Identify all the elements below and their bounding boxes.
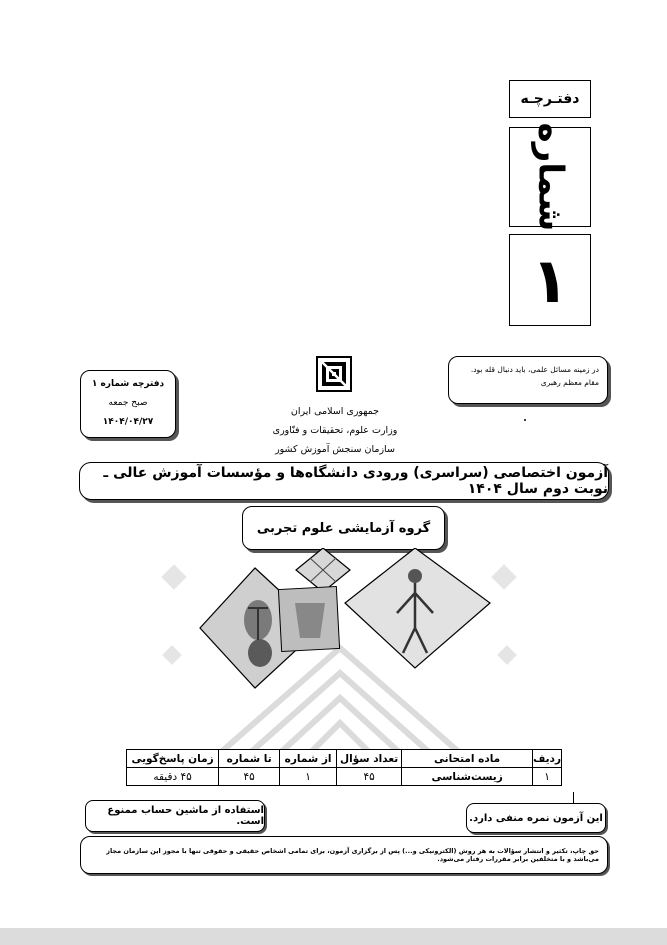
- calculator-notice: [85, 800, 265, 832]
- quote-text: در زمینه مسائل علمی، باید دنبال قله بود.: [470, 365, 599, 374]
- group-title: [242, 506, 445, 550]
- table-header: زمان پاسخ‌گویی: [127, 750, 219, 768]
- footer-bar: [0, 928, 667, 945]
- organization-logo: [316, 356, 352, 392]
- exam-table: [126, 749, 562, 786]
- table-header: تعداد سؤال: [337, 750, 402, 768]
- quote-box: [448, 356, 608, 404]
- table-cell: ۴۵ دقیقه: [127, 768, 219, 786]
- calculator-text: استفاده از ماشین حساب ممنوع است.: [107, 805, 264, 827]
- org-line-3: سازمان سنجش آموزش کشور: [275, 444, 395, 455]
- quote-author: مقام معظم رهبری: [540, 378, 599, 387]
- copyright-notice: [80, 836, 608, 874]
- biology-illustration: [160, 548, 520, 753]
- table-header: ماده امتحانی: [402, 750, 533, 768]
- exam-date: ۱۴۰۴/۰۴/۲۷: [102, 417, 154, 427]
- table-header: تا شماره: [219, 750, 280, 768]
- dna-diamond: [296, 548, 350, 592]
- booklet-label: [509, 80, 591, 118]
- number-word-text: شماره: [530, 122, 571, 232]
- number-label: [509, 122, 591, 232]
- table-header: از شماره: [280, 750, 337, 768]
- copyright-text: حق چاپ، تکثیر و انتشار سؤالات به هر روش (الکترونیکی و...) پس از برگزاری آزمون، برای تمامی اشخاص حقیقی و حقوقی تنها با مجوز این سازمان مجاز می‌باشد و با متخلفین برابر مقررات رفتار می‌شود.: [106, 847, 599, 863]
- organization-name: [230, 402, 440, 459]
- table-header: ردیف: [533, 750, 562, 768]
- table-cell: زیست‌شناسی: [402, 768, 533, 786]
- negative-score-text: این آزمون نمره منفی دارد.: [469, 812, 603, 824]
- booklet-word-text: دفتـرچـه: [520, 91, 580, 107]
- dot-mark: [524, 419, 526, 421]
- nervous-system-diamond: [345, 548, 490, 668]
- org-line-1: جمهوری اسلامی ایران: [290, 406, 380, 417]
- negative-score-notice: [466, 803, 606, 833]
- table-cell: ۱: [533, 768, 562, 786]
- booklet-number: [509, 234, 591, 326]
- exam-session: صبح جمعه: [108, 398, 148, 408]
- exam-info-box: [80, 370, 176, 438]
- table-cell: ۴۵: [219, 768, 280, 786]
- anatomy-square: [278, 587, 339, 652]
- booklet-number-text: ۱: [531, 243, 569, 317]
- table-cell: ۴۵: [337, 768, 402, 786]
- exam-title: [79, 462, 609, 500]
- table-row: [127, 768, 562, 786]
- org-line-2: وزارت علوم، تحقیقات و فنّاوری: [272, 425, 398, 436]
- exam-title-text: آزمون اختصاصی (سراسری) ورودی دانشگاه‌ها و مؤسسات آموزش عالی ـ نوبت دوم سال ۱۴۰۴: [103, 465, 608, 497]
- exam-booklet: دفترچه شماره ۱: [91, 379, 165, 389]
- group-title-text: گروه آزمایشی علوم تجربی: [256, 520, 431, 536]
- table-cell: ۱: [280, 768, 337, 786]
- table-header-row: [127, 750, 562, 768]
